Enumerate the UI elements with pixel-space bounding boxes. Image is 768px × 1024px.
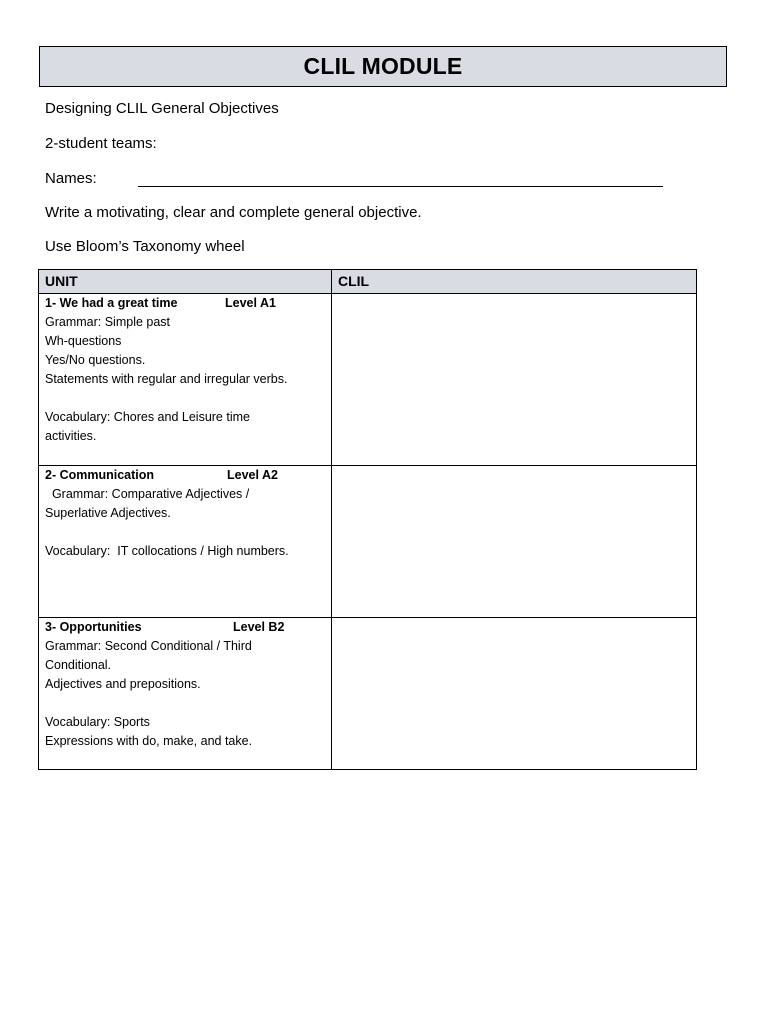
vocab-line: Vocabulary: Chores and Leisure time [45,410,250,424]
page-title: CLIL MODULE [303,53,463,79]
unit-heading [45,294,325,313]
unit-title: 1- We had a great time [45,296,178,310]
names-field[interactable] [138,186,663,187]
module-title-banner [39,46,727,87]
vocab-line: Vocabulary: Sports [45,715,150,729]
vocab-line: activities. [45,429,97,443]
table-row [39,618,697,770]
clil-answer-cell[interactable] [332,466,697,618]
intro-instruction-line: Write a motivating, clear and complete general objective. [45,204,422,221]
unit-line: Grammar: Second Conditional / Third [45,639,252,653]
unit-heading [45,466,325,485]
unit-line: Grammar: Simple past [45,315,171,329]
clil-column-header: CLIL [332,270,697,294]
objectives-table [38,269,697,770]
unit-title: 2- Communication [45,468,155,482]
unit-line: Conditional. [45,658,112,672]
unit-line: Grammar: Comparative Adjectives / [45,487,250,501]
unit-cell [39,294,332,466]
unit-heading [45,618,325,637]
clil-answer-cell[interactable] [332,618,697,770]
names-label: Names: [45,170,97,187]
unit-level: Level A1 [225,296,276,310]
unit-line: Yes/No questions. [45,353,146,367]
unit-line: Wh-questions [45,334,122,348]
intro-bloom-line: Use Bloom’s Taxonomy wheel [45,238,245,255]
unit-cell [39,618,332,770]
intro-designing-line: Designing CLIL General Objectives [45,100,279,117]
intro-teams-line: 2-student teams: [45,135,157,152]
unit-column-header: UNIT [39,270,332,294]
unit-level: Level B2 [233,620,285,634]
vocab-line: Expressions with do, make, and take. [45,734,253,748]
clil-answer-cell[interactable] [332,294,697,466]
unit-level: Level A2 [227,468,278,482]
unit-cell [39,466,332,618]
unit-line: Adjectives and prepositions. [45,677,201,691]
table-row [39,466,697,618]
unit-title: 3- Opportunities [45,620,142,634]
vocab-line: Vocabulary: IT collocations / High numbers. [45,544,289,558]
unit-line: Statements with regular and irregular verbs. [45,372,288,386]
table-row [39,294,697,466]
unit-line: Superlative Adjectives. [45,506,171,520]
